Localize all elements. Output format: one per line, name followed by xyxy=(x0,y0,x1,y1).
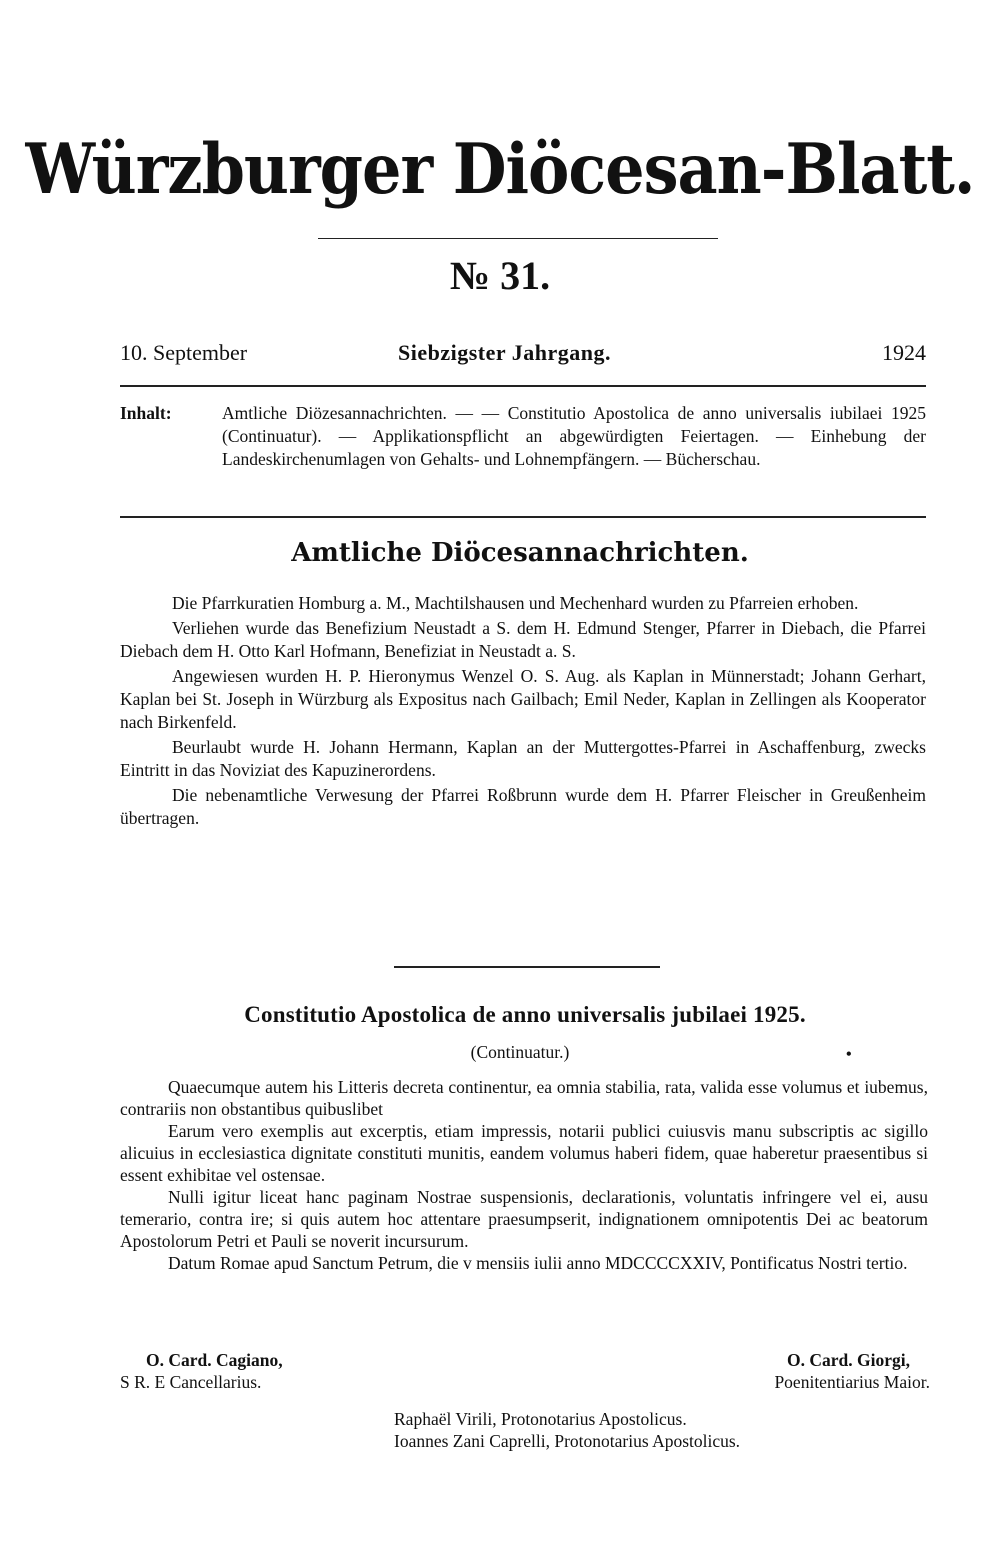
notice-paragraph: Beurlaubt wurde H. Johann Hermann, Kaplan an der Muttergottes-Pfarrei in Aschaffenburg, zwecks Eintritt in das Noviziat des Kapuzinerordens. xyxy=(120,737,926,780)
signatory-right-title: Poenitentiarius Maior. xyxy=(774,1372,930,1392)
section-heading: Amtliche Diöcesannachrichten. xyxy=(291,538,749,568)
protonotary-line: Raphaël Virili, Protonotarius Apostolicus. xyxy=(394,1409,687,1429)
latin-paragraph: Earum vero exemplis aut excerptis, etiam impressis, notarii publici cuiusvis manu subscriptis ac sigillo alicuius in ecclesiastica dignitate constituti munitis, eandem volumus haberi fidem, quae haberetur praesentibus si essent exhibitae vel ostensae. xyxy=(120,1121,928,1185)
constitutio-title: Constitutio Apostolica de anno universalis jubilaei 1925. xyxy=(244,1002,806,1027)
contents-label: Inhalt: xyxy=(120,403,172,423)
signatory-right-name: O. Card. Giorgi, xyxy=(787,1350,910,1370)
contents-text: Amtliche Diözesannachrichten. — — Constitutio Apostolica de anno universalis iubilaei 1925 (Continuatur). — Applikationspflicht an abgewürdigten Feiertagen. — Einhebung der Landeskirchenumlagen von Gehalts- und Lohnempfängern. — Bücherschau. xyxy=(222,403,926,469)
issue-year: 1924 xyxy=(882,340,926,365)
constitutio-subtitle: (Continuatur.) xyxy=(470,1042,570,1062)
issue-number: № 31. xyxy=(449,253,551,298)
dateline xyxy=(120,340,926,372)
protonotaries xyxy=(394,1408,934,1452)
masthead-rule xyxy=(318,238,718,239)
latin-paragraph: Datum Romae apud Sanctum Petrum, die v mensiis iulii anno MDCCCCXXIV, Pontificatus Nostri tertio. xyxy=(168,1253,908,1273)
diocesan-notices xyxy=(120,592,926,832)
dateline-rule xyxy=(120,385,926,387)
signatory-left xyxy=(120,1349,420,1393)
notice-paragraph: Angewiesen wurden H. P. Hieronymus Wenzel O. S. Aug. als Kaplan in Münnerstadt; Johann Gerhart, Kaplan bei St. Joseph in Würzburg als Expositus nach Gailbach; Emil Neder, Kaplan in Zellingen als Kooperator nach Birkenfeld. xyxy=(120,666,926,732)
section-rule xyxy=(120,516,926,518)
masthead-title: Würzburger Diöcesan-Blatt. xyxy=(25,128,975,210)
signatory-left-title: S R. E Cancellarius. xyxy=(120,1372,262,1392)
margin-mark: • xyxy=(846,1046,852,1063)
separator-rule xyxy=(394,966,660,968)
signatory-left-name: O. Card. Cagiano, xyxy=(146,1350,283,1370)
notice-paragraph: Die Pfarrkuratien Homburg a. M., Machtilshausen und Mechenhard wurden zu Pfarreien erhoben. xyxy=(172,593,859,613)
latin-paragraph: Quaecumque autem his Litteris decreta continentur, ea omnia stabilia, rata, valida esse volumus et iubemus, contrariis non obstantibus quibuslibet xyxy=(120,1077,928,1119)
volume-label: Siebzigster Jahrgang. xyxy=(398,340,611,365)
notice-paragraph: Die nebenamtliche Verwesung der Pfarrei Roßbrunn wurde dem H. Pfarrer Fleischer in Greußenheim übertragen. xyxy=(120,785,926,828)
signatory-right xyxy=(680,1349,930,1393)
latin-paragraph: Nulli igitur liceat hanc paginam Nostrae suspensionis, declarationis, voluntatis infringere vel ei, ausu temerario, contra ire; si quis autem hoc attentare praesumpserit, indignationem omnipotentis Dei ac beatorum Apostolorum Petri et Pauli se noverit incursurum. xyxy=(120,1187,928,1251)
notice-paragraph: Verliehen wurde das Benefizium Neustadt a S. dem H. Edmund Stenger, Pfarrer in Diebach, die Pfarrei Diebach dem H. Otto Karl Hofmann, Benefiziat in Neustadt a. S. xyxy=(120,618,926,661)
constitutio-body xyxy=(120,1076,928,1274)
issue-date: 10. September xyxy=(120,340,248,365)
protonotary-line: Ioannes Zani Caprelli, Protonotarius Apostolicus. xyxy=(394,1431,741,1451)
